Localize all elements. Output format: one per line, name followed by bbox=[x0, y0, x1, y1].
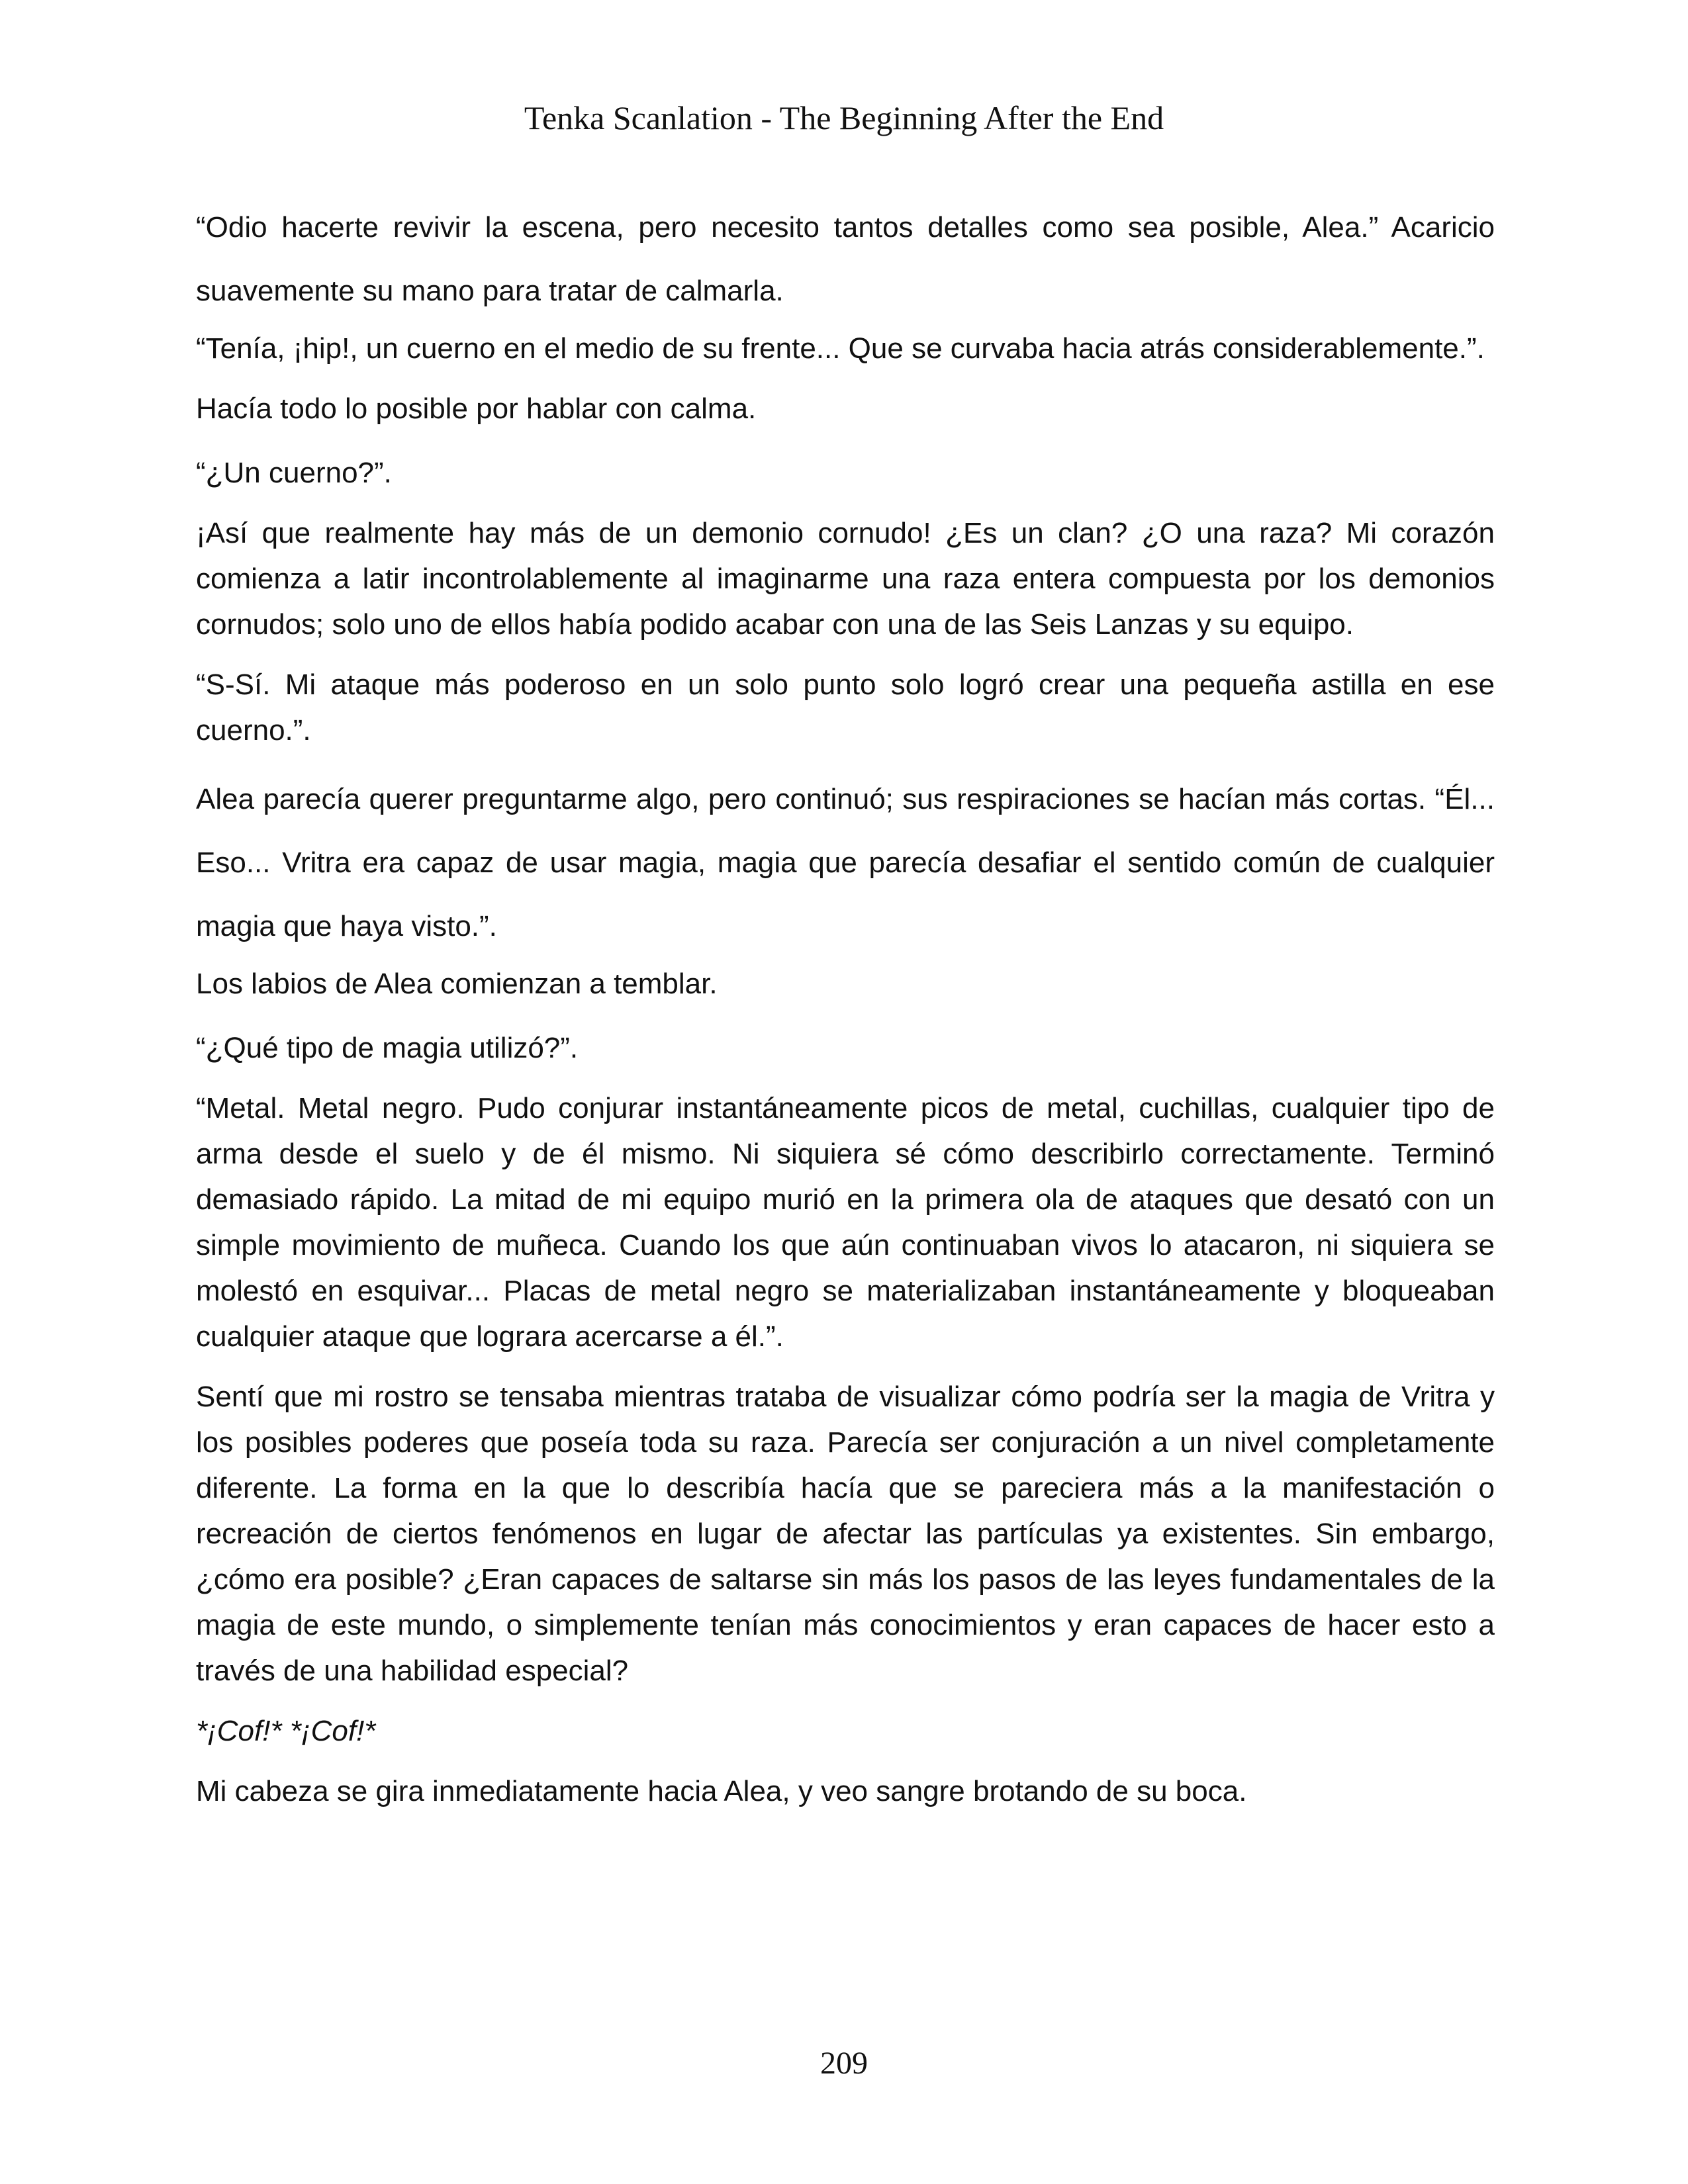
paragraph: Sentí que mi rostro se tensaba mientras trataba de visualizar cómo podría ser la magia de Vritra y los posibles poderes que poseía toda su raza. Parecía ser conjuración a un nivel completamente diferente. La forma en la que lo describía hacía que se pareciera más a la manifestación o recreación de ciertos fenómenos en lugar de afectar las partículas ya existentes. Sin embargo, ¿cómo era posible? ¿Eran capaces de saltarse sin más los pasos de las leyes fundamentales de la magia de este mundo, o simplemente tenían más conocimientos y eran capaces de hacer esto a través de una habilidad especial? bbox=[196, 1381, 1495, 1687]
paragraph: “Metal. Metal negro. Pudo conjurar instantáneamente picos de metal, cuchillas, cualquier tipo de arma desde el suelo y de él mismo. Ni siquiera sé cómo describirlo correctamente. Terminó demasiado rápido. La mitad de mi equipo murió en la primera ola de ataques que desató con un simple movimiento de muñeca. Cuando los que aún continuaban vivos lo atacaron, ni siquiera se molestó en esquivar... Placas de metal negro se materializaban instantáneamente y bloqueaban cualquier ataque que lograra acercarse a él.”. bbox=[196, 1092, 1495, 1353]
paragraph: “¿Un cuerno?”. bbox=[196, 457, 392, 489]
page-number: 209 bbox=[820, 2046, 868, 2081]
paragraph: Hacía todo lo posible por hablar con calma. bbox=[196, 392, 757, 425]
paragraph: “¿Qué tipo de magia utilizó?”. bbox=[196, 1032, 579, 1064]
paragraph: ¡Así que realmente hay más de un demonio cornudo! ¿Es un clan? ¿O una raza? Mi corazón comienza a latir incontrolablemente al imaginarme una raza entera compuesta por los demonios cornudos; solo uno de ellos había podido acabar con una de las Seis Lanzas y su equipo. bbox=[196, 517, 1495, 641]
page-body bbox=[196, 196, 1495, 1829]
paragraph: Mi cabeza se gira inmediatamente hacia Alea, y veo sangre brotando de su boca. bbox=[196, 1775, 1247, 1807]
paragraph: “Odio hacerte revivir la escena, pero necesito tantos detalles como sea posible, Alea.” Acaricio suavemente su mano para tratar de calmarla. bbox=[196, 211, 1495, 307]
paragraph: Los labios de Alea comienzan a temblar. bbox=[196, 968, 718, 1000]
paragraph: “Tenía, ¡hip!, un cuerno en el medio de su frente... Que se curvaba hacia atrás considerablemente.”. bbox=[196, 332, 1485, 365]
running-header: Tenka Scanlation - The Beginning After the End bbox=[524, 99, 1164, 136]
paragraph: *¡Cof!* *¡Cof!* bbox=[196, 1715, 376, 1747]
paragraph: “S-Sí. Mi ataque más poderoso en un solo punto solo logró crear una pequeña astilla en ese cuerno.”. bbox=[196, 668, 1495, 747]
paragraph: Alea parecía querer preguntarme algo, pero continuó; sus respiraciones se hacían más cortas. “Él... Eso... Vritra era capaz de usar magia, magia que parecía desafiar el sentido común de cualquier magia que haya visto.”. bbox=[196, 783, 1495, 942]
